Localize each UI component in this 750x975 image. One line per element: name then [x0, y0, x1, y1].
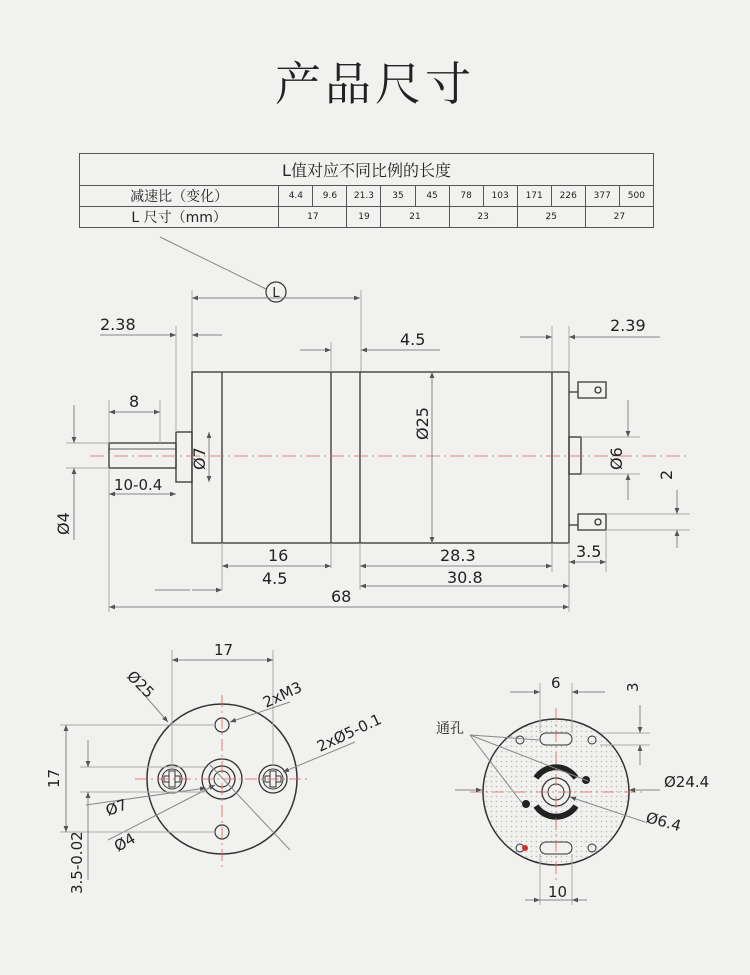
dim-28-3: 28.3 — [440, 546, 476, 565]
dim-2-38: 2.38 — [100, 315, 136, 334]
ratio-cell: 500 — [619, 186, 653, 207]
dim-d7: Ø7 — [190, 447, 209, 470]
dim-3-5: 3.5 — [576, 542, 602, 561]
dim-8: 8 — [129, 392, 140, 411]
output-shaft — [109, 443, 176, 468]
dim-d6: Ø6 — [607, 447, 626, 470]
front-dim-17-left: 17 — [45, 768, 63, 788]
dim-4-5-bottom: 4.5 — [262, 569, 288, 588]
ratio-cell: 171 — [517, 186, 551, 207]
ratio-cell: 4.4 — [279, 186, 313, 207]
front-dim-2xm3: 2xM3 — [260, 678, 305, 712]
ratio-cell: 377 — [585, 186, 619, 207]
ratio-cell: 45 — [415, 186, 449, 207]
length-cell: 21 — [381, 207, 449, 228]
ratio-cell: 21.3 — [347, 186, 381, 207]
front-dim-3-5-0-02: 3.5-0.02 — [68, 831, 86, 894]
rear-dim-6: 6 — [551, 674, 561, 692]
dim-30-8: 30.8 — [447, 568, 483, 587]
front-dim-d4: Ø4 — [111, 829, 139, 856]
rear-dim-10: 10 — [548, 883, 568, 901]
length-cell: 19 — [347, 207, 381, 228]
dim-2-39: 2.39 — [610, 316, 646, 335]
dim-4-5-top: 4.5 — [400, 330, 426, 349]
dim-10-0-4: 10-0.4 — [114, 476, 163, 494]
front-dim-d7: Ø7 — [103, 795, 130, 820]
page-title: 产品尺寸 — [275, 57, 475, 111]
side-view — [109, 372, 606, 543]
rear-dim-3: 3 — [624, 682, 642, 692]
length-cell: 25 — [517, 207, 585, 228]
rear-dim-d6-4: Ø6.4 — [643, 808, 684, 836]
ratio-cell: 9.6 — [313, 186, 347, 207]
length-cell: 17 — [279, 207, 347, 228]
dim-68: 68 — [331, 587, 352, 606]
length-cell: 23 — [449, 207, 517, 228]
ratio-cell: 226 — [551, 186, 585, 207]
front-dim-2xd5: 2xØ5-0.1 — [314, 710, 385, 756]
rear-view — [470, 708, 645, 880]
dim-16: 16 — [268, 546, 289, 565]
front-dim-17: 17 — [214, 641, 234, 659]
motor-body — [192, 372, 569, 543]
ratio-cell: 103 — [483, 186, 517, 207]
front-dim-d25: Ø25 — [123, 667, 158, 702]
ratio-cell: 35 — [381, 186, 415, 207]
through-hole-label: 通孔 — [436, 721, 464, 737]
dim-d4: Ø4 — [54, 512, 73, 535]
ratio-row-label: 减速比（变化） — [80, 186, 279, 207]
table-caption: L值对应不同比例的长度 — [80, 154, 654, 186]
length-cell: 27 — [585, 207, 653, 228]
rear-dim-d24-4: Ø24.4 — [664, 773, 710, 791]
length-row-label: L 尺寸（mm） — [80, 207, 279, 228]
callout-l-label: L — [272, 286, 280, 301]
dim-2: 2 — [657, 469, 676, 480]
dim-d25: Ø25 — [413, 407, 432, 440]
ratio-cell: 78 — [449, 186, 483, 207]
